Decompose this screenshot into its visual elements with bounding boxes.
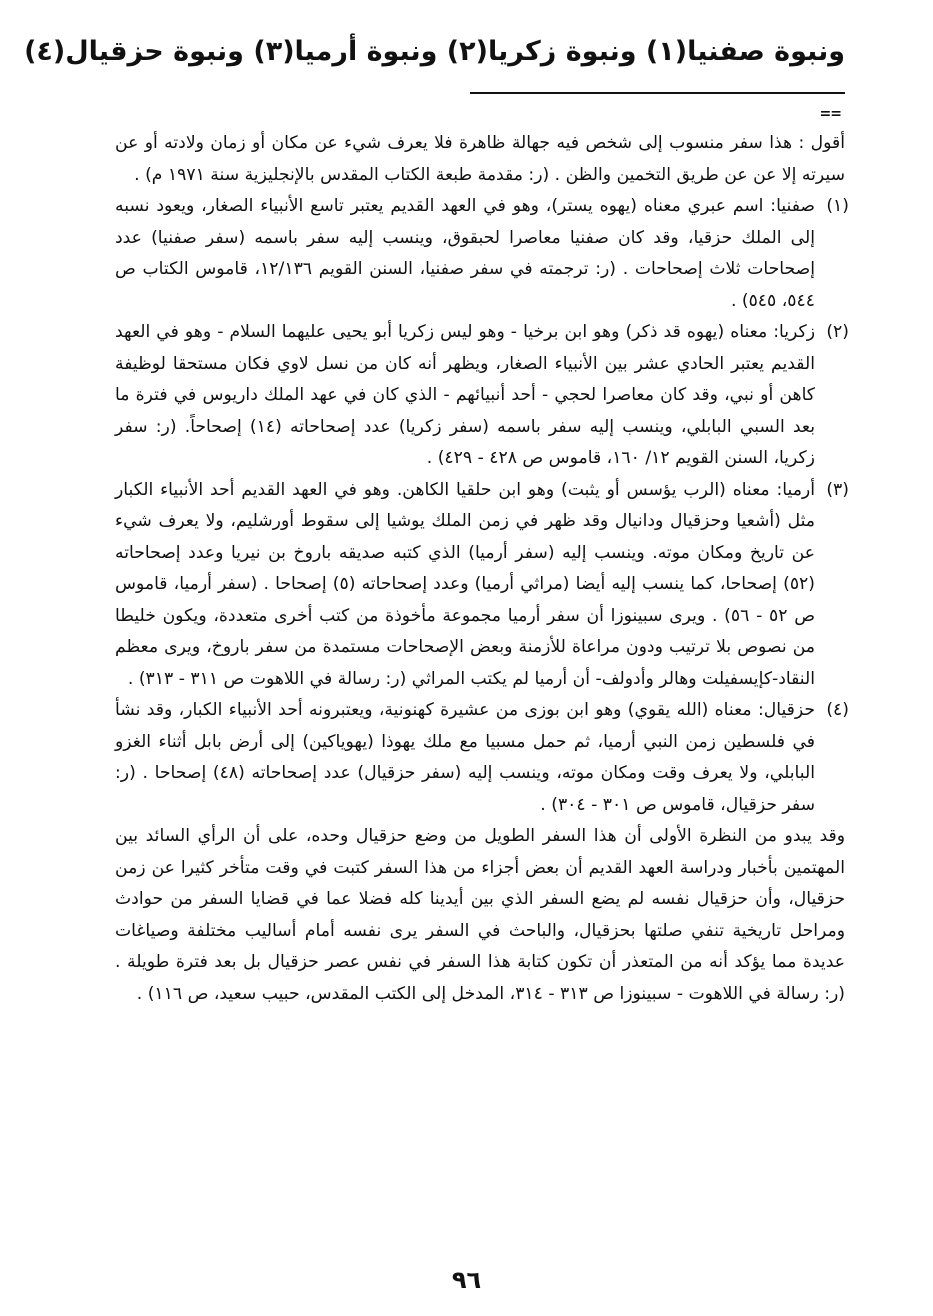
- header-rule: [470, 92, 845, 94]
- closing-paragraph: وقد يبدو من النظرة الأولى أن هذا السفر الطويل من وضع حزقيال وحده، على أن الرأي السائد بين المهتمين بأخبار ودراسة العهد القديم أن بعض أجزاء من هذا السفر كتبت في وقت متأخر كثيرا عن زمن حزقيال، وأن حزقيال نفسه لم يضع السفر الذي بين أيدينا كله فضلا عما في قضايا السفر من حوادث ومراحل تاريخية تنفي صلتها بحزقيال، والباحث في السفر يرى نفسه أمام أساليب مختلفة وصياغات عديدة مما يؤكد أنه من المتعذر أن تكون كتابة هذا السفر في نفس عصر حزقيال بل بعد فترة طويلة . (ر: رسالة في اللاهوت - سبينوزا ص ٣١٣ - ٣١٤، المدخل إلى الكتب المقدس، حبيب سعيد، ص ١١٦) .: [115, 826, 845, 1004]
- continuation-mark: ==: [819, 106, 841, 122]
- footnote-1: [115, 191, 849, 317]
- footnote-number: (٣): [826, 479, 849, 500]
- page-header-title: ونبوة صفنيا(١) ونبوة زكريا(٢) ونبوة أرميا(٣) ونبوة حزقيال(٤): [24, 36, 845, 67]
- page-number: ٩٦: [451, 1266, 482, 1294]
- footnote-text: حزقيال: معناه (الله يقوي) وهو ابن بوزى من عشيرة كهنونية، ويعتبرونه أحد الأنبياء الكبار، وقد نشأ في فلسطين زمن النبي أرميا، ثم حمل مسبيا مع ملك يهوذا (يهوياكين) إلى أرض بابل أثناء الغزو البابلي، ولا يعرف وقت ومكان موته، وينسب إليه (سفر حزقيال) عدد إصحاحاته (٤٨) إصحاحا . (ر: سفر حزقيال، قاموس ص ٣٠١ - ٣٠٤) .: [115, 700, 815, 815]
- footnote-3: [115, 475, 849, 696]
- footnote-4: [115, 695, 849, 821]
- intro-paragraph: أقول : هذا سفر منسوب إلى شخص فيه جهالة ظاهرة فلا يعرف شيء عن مكان أو زمان ولادته أو عن سيرته إلا عن عن طريق التخمين والظن . (ر: مقدمة طبعة الكتاب المقدس بالإنجليزية سنة ١٩٧١ م) .: [115, 133, 845, 185]
- footnote-text: زكريا: معناه (يهوه قد ذكر) وهو ابن برخيا - وهو ليس زكريا أبو يحيى عليهما السلام - وهو في العهد القديم يعتبر الحادي عشر بين الأنبياء الصغار، ويظهر أنه كان من نسل لاوي فكان مستحقا لوظيفة كاهن أو نبي، وقد كان معاصرا لحجي - أحد أنبيائهم - الذي كان في عهد الملك داريوس في فترة ما بعد السبي البابلي، وينسب إليه سفر باسمه (سفر زكريا) عدد إصحاحاته (١٤) إصحاحاً. (ر: سفر زكريا، السنن القويم ١٢/ ١٦٠، قاموس ص ٤٢٨ - ٤٢٩) .: [115, 322, 815, 468]
- footnote-2: [115, 317, 849, 475]
- footnote-text: أرميا: معناه (الرب يؤسس أو يثبت) وهو ابن حلقيا الكاهن. وهو في العهد القديم أحد الأنبياء الكبار مثل (أشعيا وحزقيال ودانيال وقد ظهر في زمن الملك يوشيا إلى سقوط أورشليم، ولا يعرف شيء عن تاريخ ومكان موته. وينسب إليه (سفر أرميا) الذي كتبه صديقه باروخ بن نيريا وعدد إصحاحاته (٥٢) إصحاحا، كما ينسب إليه أيضا (مراثي أرميا) وعدد إصحاحاته (٥) إصحاحا . (سفر أرميا، قاموس ص ٥٢ - ٥٦) . ويرى سبينوزا أن سفر أرميا مجموعة مأخوذة من كتب أخرى متعددة، ويكون خليطا من نصوص بلا ترتيب ودون مراعاة للأزمنة وبعض الإصحاحات مستمدة من سفر باروخ، ويرى معظم النقاد-كإيسفيلت وهالر وأدولف- أن أرميا لم يكتب المراثي (ر: رسالة في اللاهوت ص ٣١١ - ٣١٣) .: [115, 479, 815, 689]
- footnote-text: صفنيا: اسم عبري معناه (يهوه يستر)، وهو في العهد القديم يعتبر تاسع الأنبياء الصغار، ويعود نسبه إلى الملك حزقيا، وقد كان صفنيا معاصرا لحبقوق، وينسب إليه سفر باسمه (سفر صفنيا) عدد إصحاحات ثلاث إصحاحات . (ر: ترجمته في سفر صفنيا، السنن القويم ١٢/١٣٦، قاموس الكتاب ص ٥٤٤، ٥٤٥) .: [115, 196, 815, 311]
- footnotes-block: [115, 128, 849, 1010]
- footnote-number: (٤): [826, 700, 849, 720]
- footnote-number: (١): [826, 196, 849, 216]
- footnote-number: (٢): [826, 322, 849, 342]
